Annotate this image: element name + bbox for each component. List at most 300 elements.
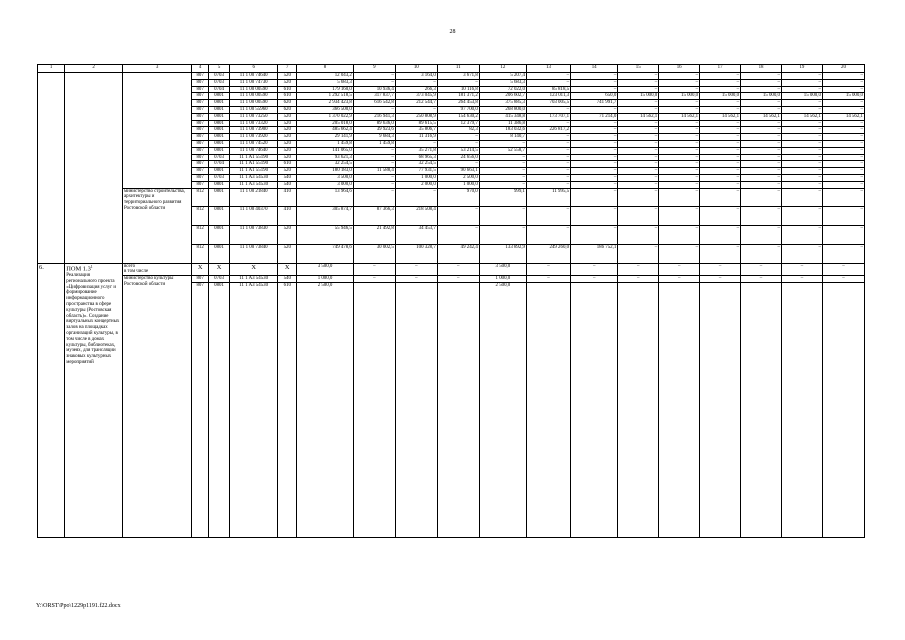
empty-cell (65, 120, 123, 127)
cell: – (781, 154, 822, 161)
cell: 266,3 (395, 86, 437, 93)
cell: 0704 (209, 86, 230, 93)
empty-cell (38, 100, 65, 107)
cell: – (700, 79, 741, 86)
empty-cell (38, 140, 65, 147)
cell: – (700, 86, 741, 93)
cell: – (741, 188, 782, 207)
cell: 77 931,5 (395, 168, 437, 175)
cell: 650,0 (571, 93, 618, 100)
cell: 5 683,3 (479, 79, 526, 86)
cell (781, 282, 822, 537)
table-row (38, 93, 865, 100)
empty-cell (123, 100, 192, 107)
empty-cell (38, 147, 65, 154)
empty-cell (38, 86, 65, 93)
empty-cell (123, 154, 192, 161)
cell: – (571, 134, 618, 141)
cell: – (741, 263, 782, 276)
cell: 14 562,1 (659, 113, 700, 120)
cell: 133 892,9 (479, 244, 526, 263)
cell: – (437, 140, 479, 147)
cell: X (209, 263, 230, 276)
cell: 375 885,3 (479, 100, 526, 107)
cell: 0801 (209, 147, 230, 154)
cell: – (700, 174, 741, 181)
cell: 620 (278, 100, 297, 107)
cell: 82,3 (437, 127, 479, 134)
cell: 0703 (209, 174, 230, 181)
empty-cell (123, 106, 192, 113)
cell: X (278, 263, 297, 276)
cell: 1 000,0 (395, 174, 437, 181)
cell: 807 (192, 168, 209, 175)
empty-cell (38, 174, 65, 181)
column-header-18: 18 (741, 65, 782, 73)
cell: 0801 (209, 134, 230, 141)
cell: 305 874,7 (297, 207, 354, 226)
empty-cell (65, 127, 123, 134)
cell: – (526, 276, 570, 283)
table-row (38, 100, 865, 107)
empty-cell (65, 244, 123, 263)
column-header-12: 12 (479, 65, 526, 73)
cell: 3 671,8 (437, 73, 479, 80)
cell: 32 254,5 (395, 161, 437, 168)
cell: 807 (192, 127, 209, 134)
cell: – (618, 181, 659, 188)
empty-cell (123, 161, 192, 168)
cell: 616 542,8 (353, 100, 395, 107)
cell: – (618, 154, 659, 161)
cell: 216 941,3 (353, 113, 395, 120)
cell: 520 (278, 120, 297, 127)
cell: – (741, 161, 782, 168)
cell: 11 1 00 73830 (230, 226, 278, 245)
cell: – (781, 147, 822, 154)
cell: 520 (278, 113, 297, 120)
cell: 205 018,0 (297, 120, 354, 127)
cell: 34 453,7 (395, 226, 437, 245)
empty-cell (65, 134, 123, 141)
org-label-construction: министерство строительства, архитектуры и территориального развития Ростовской области (123, 188, 192, 263)
cell: – (526, 154, 570, 161)
cell: – (781, 207, 822, 226)
cell: – (781, 181, 822, 188)
cell: 11 995,5 (526, 188, 570, 207)
cell: 186 752,1 (571, 244, 618, 263)
cell: – (822, 106, 864, 113)
cell: – (479, 154, 526, 161)
cell: 520 (278, 147, 297, 154)
empty-cell (123, 86, 192, 93)
cell: – (526, 79, 570, 86)
cell: 0801 (209, 181, 230, 188)
cell: – (700, 207, 741, 226)
cell: – (781, 79, 822, 86)
cell: – (659, 86, 700, 93)
cell: 807 (192, 86, 209, 93)
cell: 520 (278, 140, 297, 147)
measure-title-footnote: 1 (90, 263, 93, 269)
cell: – (741, 168, 782, 175)
cell: 14 562,1 (741, 113, 782, 120)
cell: – (741, 100, 782, 107)
table-row (38, 127, 865, 134)
cell: – (571, 73, 618, 80)
cell: 1 292 518,5 (297, 93, 354, 100)
table-row (38, 79, 865, 86)
cell: 52 558,7 (479, 147, 526, 154)
cell: 812 (192, 226, 209, 245)
cell: – (526, 73, 570, 80)
cell: 0703 (209, 79, 230, 86)
cell: – (741, 134, 782, 141)
empty-cell (38, 73, 65, 80)
cell: – (571, 188, 618, 207)
cell: 11 386,8 (479, 120, 526, 127)
incl-text: в том числе (124, 269, 149, 275)
cell: – (526, 140, 570, 147)
cell: 11 1 00 40370 (230, 207, 278, 226)
cell: – (618, 79, 659, 86)
cell (822, 282, 864, 537)
empty-cell (65, 226, 123, 245)
cell: – (395, 188, 437, 207)
cell: 807 (192, 93, 209, 100)
cell: – (571, 79, 618, 86)
cell: – (741, 127, 782, 134)
table-row (38, 113, 865, 120)
footer-file-path: Y:\ORST\Ppo\1229p1191.f22.docx (36, 603, 121, 609)
cell (741, 282, 782, 537)
cell: – (479, 140, 526, 147)
cell: – (618, 188, 659, 207)
cell: 0801 (209, 168, 230, 175)
cell: – (700, 73, 741, 80)
cell: 520 (278, 154, 297, 161)
cell: 141 065,0 (297, 147, 354, 154)
cell: 15 000,0 (659, 93, 700, 100)
table-row (38, 263, 865, 276)
cell: – (571, 276, 618, 283)
cell: 35 806,7 (395, 127, 437, 134)
cell: 807 (192, 147, 209, 154)
cell (437, 282, 479, 537)
cell: 807 (192, 276, 209, 283)
cell: 540 (278, 276, 297, 283)
cell: – (822, 244, 864, 263)
table-row (38, 181, 865, 188)
cell: 14 562,1 (618, 113, 659, 120)
cell: – (822, 226, 864, 245)
empty-cell (38, 113, 65, 120)
cell: 410 (278, 188, 297, 207)
cell: 3 164,0 (395, 73, 437, 80)
cell: – (618, 100, 659, 107)
cell: – (618, 174, 659, 181)
cell: – (571, 140, 618, 147)
empty-cell (65, 79, 123, 86)
empty-cell (65, 140, 123, 147)
cell: 226 817,2 (526, 127, 570, 134)
empty-cell (123, 140, 192, 147)
column-header-19: 19 (781, 65, 822, 73)
cell: 49 242,4 (437, 244, 479, 263)
cell: 2 934 423,8 (297, 100, 354, 107)
empty-cell (38, 226, 65, 245)
empty-cell (123, 79, 192, 86)
cell: – (353, 188, 395, 207)
empty-cell (65, 154, 123, 161)
cell: 11 588,4 (353, 168, 395, 175)
cell: – (437, 263, 479, 276)
cell: 15 000,0 (700, 93, 741, 100)
cell: – (700, 188, 741, 207)
empty-cell (123, 73, 192, 80)
cell: 807 (192, 73, 209, 80)
cell: 807 (192, 140, 209, 147)
table-row (38, 134, 865, 141)
empty-cell (123, 181, 192, 188)
cell: 415 348,8 (479, 113, 526, 120)
cell: – (479, 174, 526, 181)
org-label-culture: министерство культуры Ростовской области (123, 276, 192, 538)
cell: – (781, 86, 822, 93)
cell: 11 1 00 74730 (230, 79, 278, 86)
cell: X (230, 263, 278, 276)
cell: – (700, 168, 741, 175)
cell: 1 459,8 (297, 140, 354, 147)
cell: 268 800,0 (479, 106, 526, 113)
cell: – (700, 226, 741, 245)
cell: 55 946,5 (297, 226, 354, 245)
cell: – (741, 244, 782, 263)
cell: 5 683,3 (297, 79, 354, 86)
cell: 0801 (209, 106, 230, 113)
cell (700, 282, 741, 537)
column-header-9: 9 (353, 65, 395, 73)
cell: 90 663,1 (437, 168, 479, 175)
empty-cell (65, 113, 123, 120)
cell: 610 (278, 282, 297, 537)
cell: – (526, 263, 570, 276)
cell: 807 (192, 100, 209, 107)
cell: 610 (278, 86, 297, 93)
cell: 89 636,0 (353, 120, 395, 127)
cell: 11 1 A3 54530 (230, 282, 278, 537)
cell: – (741, 174, 782, 181)
cell: 0704 (209, 161, 230, 168)
cell: – (526, 120, 570, 127)
table-row (38, 147, 865, 154)
cell: 2 500,0 (479, 282, 526, 537)
cell: 741 991,7 (571, 100, 618, 107)
cell: – (526, 181, 570, 188)
cell: 11 316,9 (395, 134, 437, 141)
cell: – (781, 140, 822, 147)
cell: – (659, 226, 700, 245)
cell: 807 (192, 161, 209, 168)
cell: – (700, 100, 741, 107)
cell: 11 1 00 74520 (230, 140, 278, 147)
cell (571, 282, 618, 537)
cell: – (526, 174, 570, 181)
cell: – (822, 276, 864, 283)
cell: 39 923,6 (353, 127, 395, 134)
cell: – (618, 147, 659, 154)
cell: – (526, 226, 570, 245)
cell: 485 662,4 (297, 127, 354, 134)
column-header-6: 6 (230, 65, 278, 73)
empty-cell (123, 174, 192, 181)
empty-cell (65, 106, 123, 113)
cell: 13 964,6 (297, 188, 354, 207)
cell: 520 (278, 79, 297, 86)
cell: – (353, 276, 395, 283)
cell: – (781, 244, 822, 263)
table-row (38, 276, 865, 283)
cell: – (781, 161, 822, 168)
cell: – (700, 140, 741, 147)
cell: 154 630,2 (437, 113, 479, 120)
table-row (38, 86, 865, 93)
cell: – (479, 168, 526, 175)
cell: 0703 (209, 154, 230, 161)
cell: 68 965,3 (395, 154, 437, 161)
cell: 0801 (209, 120, 230, 127)
cell: – (437, 226, 479, 245)
header-row (38, 65, 865, 73)
cell: 970,0 (437, 188, 479, 207)
empty-cell (65, 168, 123, 175)
table-row (38, 140, 865, 147)
cell: 0801 (209, 282, 230, 537)
cell: – (437, 276, 479, 283)
cell: – (618, 106, 659, 113)
cell: 11 1 00 73320 (230, 120, 278, 127)
empty-cell (65, 100, 123, 107)
cell: – (479, 181, 526, 188)
cell: – (437, 161, 479, 168)
cell: – (822, 161, 864, 168)
cell: 173 707,1 (526, 113, 570, 120)
cell: 206 602,7 (479, 93, 526, 100)
cell: 807 (192, 181, 209, 188)
cell: – (781, 174, 822, 181)
column-header-3: 3 (123, 65, 192, 73)
empty-cell (65, 147, 123, 154)
cell: 87 366,3 (353, 207, 395, 226)
cell: – (741, 120, 782, 127)
cell: – (822, 154, 864, 161)
empty-cell (65, 73, 123, 80)
cell: – (822, 86, 864, 93)
cell: 0801 (209, 93, 230, 100)
cell: – (700, 181, 741, 188)
cell: – (822, 134, 864, 141)
empty-cell (38, 106, 65, 113)
cell: 14 562,1 (822, 113, 864, 120)
column-header-13: 13 (526, 65, 570, 73)
cell: – (353, 147, 395, 154)
cell: – (659, 73, 700, 80)
cell: – (526, 106, 570, 113)
cell: 11 1 00 73250 (230, 113, 278, 120)
cell: 11 1 A1 55190 (230, 154, 278, 161)
column-header-7: 7 (278, 65, 297, 73)
cell: 10 116,8 (437, 86, 479, 93)
cell: – (822, 73, 864, 80)
empty-cell (65, 86, 123, 93)
cell: – (571, 226, 618, 245)
cell: 249 260,0 (526, 244, 570, 263)
cell: – (822, 207, 864, 226)
cell: – (659, 244, 700, 263)
measure-description-text: Реализация регионального проекта «Цифровизация услуг и формирование информационного пространства в сфере культуры (Ростовская область)». Создание виртуальных концертных залов на площадках организаций культуры, в том числе в домах культуры, библиотеках, музеях, для трансляции знаковых культурных мероприятий (66, 272, 120, 365)
cell: – (781, 188, 822, 207)
total-text: всего (124, 263, 136, 269)
cell: – (395, 140, 437, 147)
cell: 32 254,5 (297, 161, 354, 168)
cell: – (659, 140, 700, 147)
cell: 0801 (209, 188, 230, 207)
cell: – (659, 106, 700, 113)
cell: – (700, 106, 741, 113)
cell: – (659, 147, 700, 154)
cell: – (700, 147, 741, 154)
column-header-1: 1 (38, 65, 65, 73)
cell: 21 492,8 (353, 226, 395, 245)
cell: 366 500,0 (297, 106, 354, 113)
cell: 11 1 A1 55190 (230, 168, 278, 175)
empty-cell (123, 127, 192, 134)
cell: – (526, 134, 570, 141)
cell: 72 022,0 (479, 86, 526, 93)
cell: – (571, 161, 618, 168)
cell: 812 (192, 188, 209, 207)
cell: 999,1 (479, 188, 526, 207)
table-row (38, 188, 865, 207)
cell: 2 500,0 (437, 174, 479, 181)
cell: – (781, 168, 822, 175)
cell: – (741, 140, 782, 147)
column-header-15: 15 (618, 65, 659, 73)
cell: – (822, 188, 864, 207)
cell: 11 1 00 74640 (230, 73, 278, 80)
empty-cell (65, 207, 123, 226)
measure-description (65, 263, 123, 537)
cell: 14 562,1 (700, 113, 741, 120)
empty-cell (65, 181, 123, 188)
cell: – (781, 120, 822, 127)
cell: 212 544,7 (395, 100, 437, 107)
cell: 1 000,0 (437, 181, 479, 188)
empty-cell (38, 168, 65, 175)
total-label (123, 263, 192, 276)
cell: 3 500,0 (479, 263, 526, 276)
empty-cell (123, 134, 192, 141)
cell: 410 (278, 207, 297, 226)
cell: – (571, 174, 618, 181)
cell: – (618, 120, 659, 127)
cell: 620 (278, 106, 297, 113)
cell: 85 818,5 (526, 86, 570, 93)
cell: 10 936,4 (353, 86, 395, 93)
column-header-8: 8 (297, 65, 354, 73)
cell: – (618, 134, 659, 141)
cell: – (700, 120, 741, 127)
